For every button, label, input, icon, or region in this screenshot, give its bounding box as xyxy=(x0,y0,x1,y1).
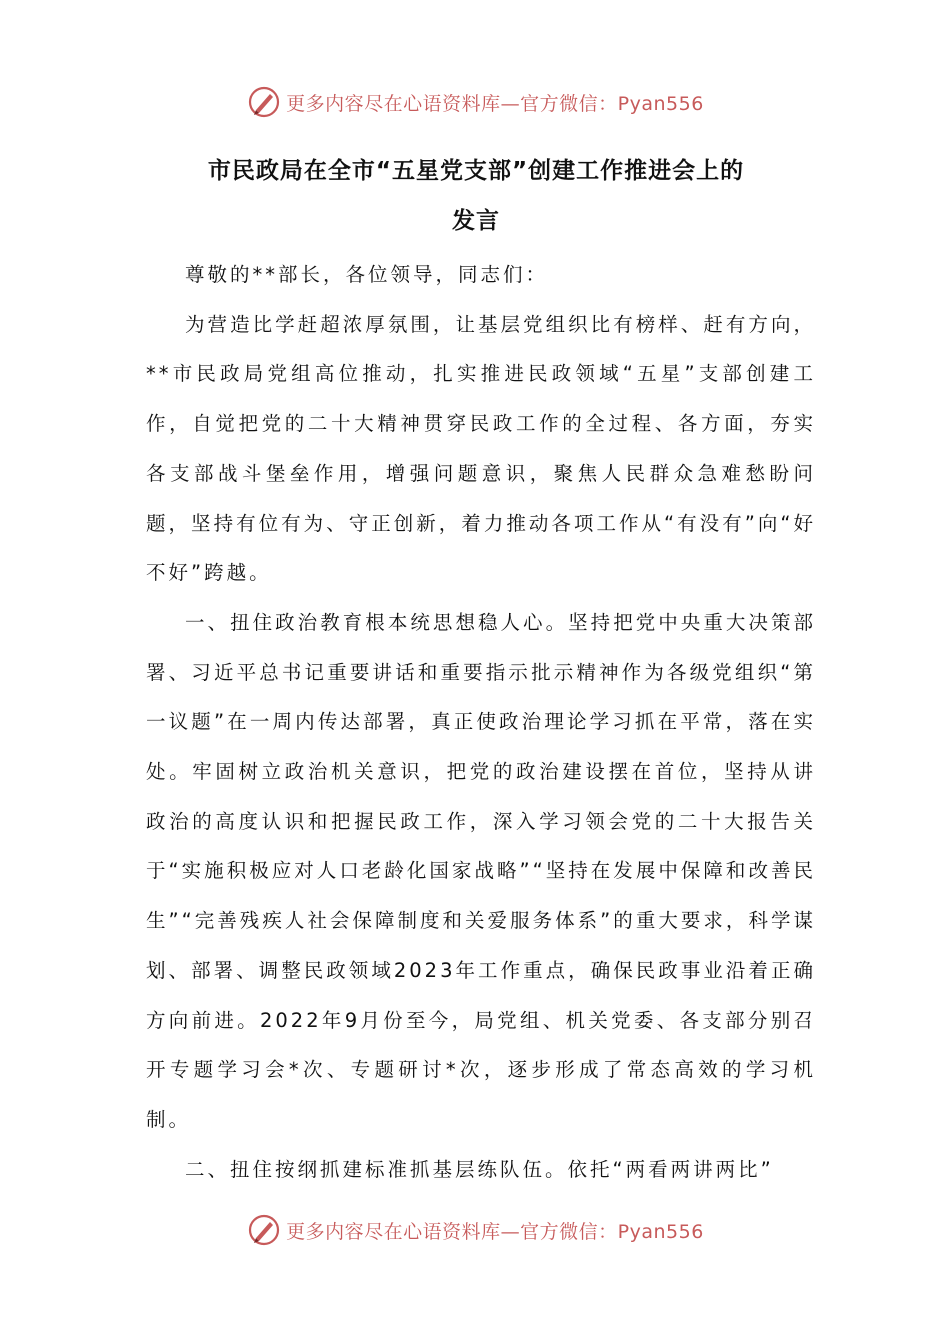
pen-logo-icon xyxy=(246,84,282,120)
banner-text xyxy=(286,89,704,116)
banner-handle: Pyan556 xyxy=(617,92,704,115)
banner-handle: Pyan556 xyxy=(617,1220,704,1243)
salutation: 尊敬的**部长，各位领导，同志们： xyxy=(185,263,549,286)
header-banner xyxy=(0,82,950,122)
banner-label: 更多内容尽在心语资料库—官方微信： xyxy=(286,1220,618,1243)
paragraph-intro: 为营造比学赶超浓厚氛围，让基层党组织比有榜样、赶有方向，**市民政局党组高位推动，扎实推进民政领域“五星”支部创建工作，自觉把党的二十大精神贯穿民政工作的全过程、各方面，夯实各支部战斗堡垒作用，增强问题意识，聚焦人民群众急难愁盼问题，坚持有位有为、守正创新，着力推动各项工作从“有没有”向“好不好”跨越。 xyxy=(146,312,816,585)
paragraph-section-2: 二、扭住按纲抓建标准抓基层练队伍。依托“两看两讲两比” xyxy=(185,1157,774,1181)
banner-label: 更多内容尽在心语资料库—官方微信： xyxy=(286,92,618,115)
paragraph-section-1: 一、扭住政治教育根本统思想稳人心。坚持把党中央重大决策部署、习近平总书记重要讲话和重要指示批示精神作为各级党组织“第一议题”在一周内传达部署，真正使政治理论学习抓在平常，落在实处。牢固树立政治机关意识，把党的政治建设摆在首位，坚持从讲政治的高度认识和把握民政工作，深入学习领会党的二十大报告关于“实施积极应对人口老龄化国家战略”“坚持在发展中保障和改善民生”“完善残疾人社会保障制度和关爱服务体系”的重大要求，科学谋划、部署、调整民政领域2023年工作重点，确保民政事业沿着正确方向前进。2022年9月份至今，局党组、机关党委、各支部分别召开专题学习会*次、专题研讨*次，逐步形成了常态高效的学习机制。 xyxy=(146,610,816,1131)
pen-logo-icon xyxy=(246,1212,282,1248)
document-body xyxy=(146,250,816,1194)
banner-text xyxy=(286,1217,704,1244)
document-title-line2: 发言 xyxy=(452,208,500,234)
footer-banner xyxy=(0,1210,950,1250)
document-title-line1: 市民政局在全市“五星党支部”创建工作推进会上的 xyxy=(207,158,745,184)
